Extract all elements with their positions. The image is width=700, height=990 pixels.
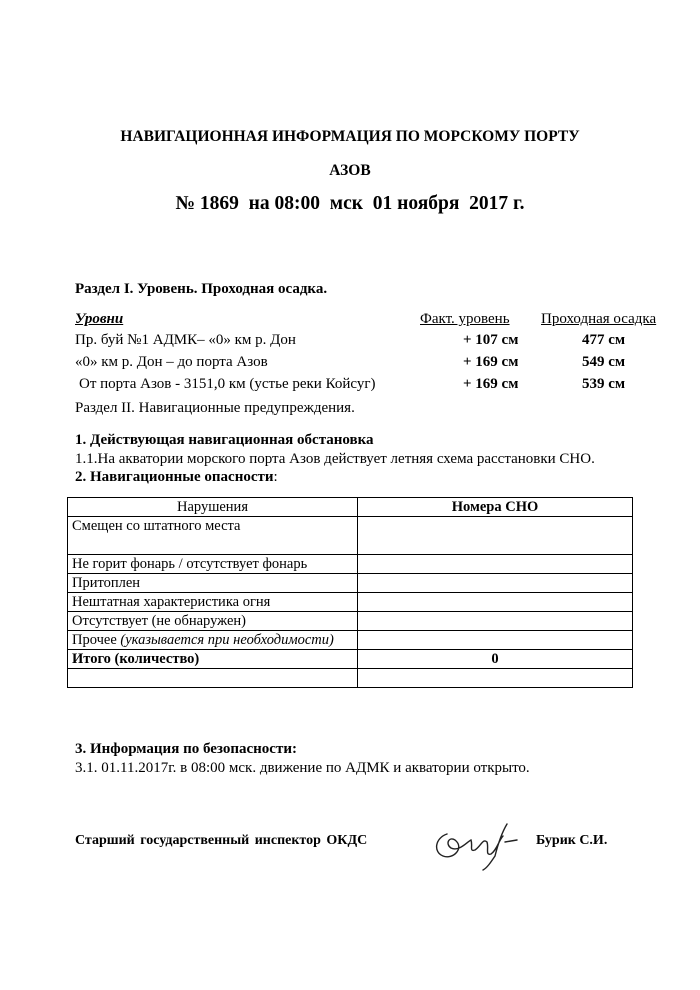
hazards-table [67, 497, 633, 688]
hazard-value [358, 574, 633, 593]
issue-year: 2017 г. [469, 193, 525, 214]
total-row [68, 650, 633, 669]
hazard-label: Смещен со штатного места [68, 517, 358, 555]
hazard-value [358, 517, 633, 555]
level-row-actual: + 169 см [463, 376, 519, 392]
signature [425, 812, 525, 872]
hazard-other-label: Прочее [72, 632, 121, 648]
level-row-actual: + 169 см [463, 354, 519, 370]
subsection-1-title: 1. Действующая навигационная обстановка [75, 432, 374, 448]
hazard-label: Отсутствует (не обнаружен) [68, 612, 358, 631]
document-title: НАВИГАЦИОННАЯ ИНФОРМАЦИЯ ПО МОРСКОМУ ПОРТУ [120, 128, 580, 145]
levels-header: Уровни [75, 311, 124, 327]
sno-numbers-header: Номера СНО [358, 498, 633, 517]
table-row [68, 593, 633, 612]
empty-row [68, 669, 633, 688]
hazard-value [358, 612, 633, 631]
table-row [68, 612, 633, 631]
hazard-label: Нештатная характеристика огня [68, 593, 358, 612]
level-row-draft: 549 см [582, 354, 626, 370]
table-row [68, 555, 633, 574]
subsection-2-title [75, 469, 278, 486]
section3-title: 3. Информация по безопасности: [75, 741, 297, 757]
level-row-place: От порта Азов - 3151,0 км (устье реки Койсуг) [79, 376, 376, 392]
hazard-other-note: (указывается при необходимости) [120, 632, 334, 648]
hazard-value [358, 593, 633, 612]
hazard-value [358, 555, 633, 574]
hazard-label: Не горит фонарь / отсутствует фонарь [68, 555, 358, 574]
table-row [68, 631, 633, 650]
violations-header: Нарушения [68, 498, 358, 517]
level-row-actual: + 107 см [463, 332, 519, 348]
total-label: Итого (количество) [68, 650, 358, 669]
table-row [68, 517, 633, 555]
issue-line [0, 193, 700, 215]
level-row-place: «0» км р. Дон – до порта Азов [75, 354, 268, 370]
issue-date: 01 ноября [372, 193, 460, 214]
inspector-name: Бурик С.И. [536, 833, 608, 848]
subsection-2-colon: : [273, 469, 278, 485]
subsection-1-1-text: 1.1.На акватории морского порта Азов действует летняя схема расстановки СНО. [75, 451, 595, 467]
section3-text: 3.1. 01.11.2017г. в 08:00 мск. движение по АДМК и акватории открыто. [75, 760, 530, 776]
hazard-other-cell [68, 631, 358, 650]
hazard-label: Притоплен [68, 574, 358, 593]
table-row [68, 574, 633, 593]
section1-title: Раздел I. Уровень. Проходная осадка. [75, 281, 328, 297]
hazard-value [358, 631, 633, 650]
issue-number: № 1869 [175, 193, 239, 214]
issue-time: на 08:00 [248, 193, 321, 214]
issue-timezone: мск [329, 193, 363, 214]
actual-level-header: Факт. уровень [420, 311, 510, 327]
port-name: АЗОВ [329, 162, 371, 179]
section2-title: Раздел II. Навигационные предупреждения. [75, 400, 355, 416]
draft-header: Проходная осадка [541, 311, 657, 327]
level-row-draft: 477 см [582, 332, 626, 348]
table-header-row [68, 498, 633, 517]
subsection-2-label: 2. Навигационные опасности [75, 469, 274, 485]
inspector-title: Старший государственный инспектор ОКДС [75, 833, 368, 848]
level-row-draft: 539 см [582, 376, 626, 392]
total-value: 0 [358, 650, 633, 669]
level-row-place: Пр. буй №1 АДМК– «0» км р. Дон [75, 332, 296, 348]
